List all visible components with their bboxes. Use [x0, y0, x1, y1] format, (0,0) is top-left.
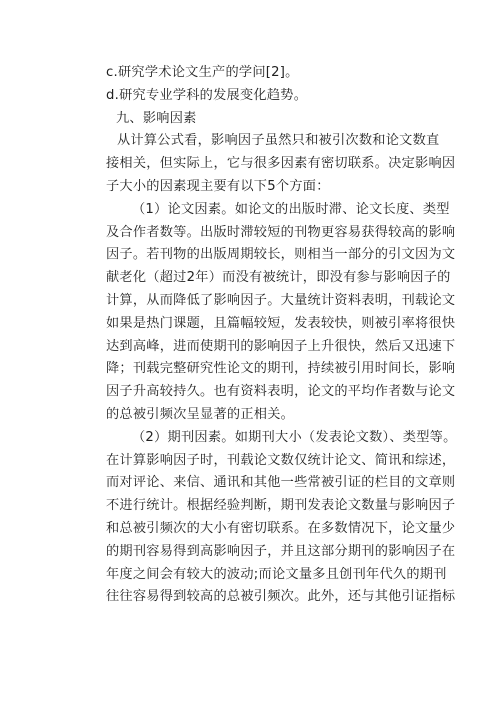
paragraph-line: 因子。若刊物的出版周期较长，则相当一部分的引文因为文 — [106, 247, 456, 263]
paragraph-line: 达到高峰，进而使期刊的影响因子上升很快，然后又迅速下 — [106, 338, 456, 354]
paragraph-line: 而对评论、来信、通讯和其他一些常被引证的栏目的文章则 — [106, 475, 456, 491]
section-heading: 九、影响因素 — [116, 110, 197, 126]
paragraph-line: 如果是热门课题，且篇幅较短，发表较快，则被引率将很快 — [106, 315, 456, 331]
paragraph-line: 接相关，但实际上，它与很多因素有密切联系。决定影响因 — [106, 156, 456, 172]
paragraph-line: 及合作者数等。出版时滞较短的刊物更容易获得较高的影响 — [106, 224, 456, 240]
paragraph-line: 献老化（超过2年）而没有被统计，即没有参与影响因子的 — [106, 270, 451, 286]
paragraph-line: 的总被引频次呈显著的正相关。 — [106, 406, 295, 422]
paragraph-line: 因子升高较持久。也有资料表明，论文的平均作者数与论文 — [106, 384, 456, 400]
paragraph-line: 和总被引频次的大小有密切联系。在多数情况下，论文量少 — [106, 520, 456, 536]
paragraph-line: 降；刊载完整研究性论文的期刊，持续被引用时间长，影响 — [106, 361, 456, 377]
paragraph-line: 子大小的因素现主要有以下5个方面： — [106, 178, 330, 194]
paragraph-line: （1）论文因素。如论文的出版时滞、论文长度、类型 — [132, 201, 450, 217]
list-item-d: d.研究专业学科的发展变化趋势。 — [106, 87, 308, 103]
paragraph-line: 年度之间会有较大的波动;而论文量多且创刊年代久的期刊 — [106, 566, 447, 582]
paragraph-line: （2）期刊因素。如期刊大小（发表论文数）、类型等。 — [132, 429, 457, 445]
paragraph-line: 计算，从而降低了影响因子。大量统计资料表明，刊载论文 — [106, 292, 456, 308]
paragraph-line: 在计算影响因子时，刊载论文数仅统计论文、简讯和综述， — [106, 452, 456, 468]
document-body — [106, 62, 457, 609]
paragraph-line: 往往容易得到较高的总被引频次。此外，还与其他引证指标 — [106, 589, 456, 605]
paragraph-line: 不进行统计。根据经验判断，期刊发表论文数量与影响因子 — [106, 498, 456, 514]
paragraph-line: 的期刊容易得到高影响因子，并且这部分期刊的影响因子在 — [106, 543, 456, 559]
list-item-c: c.研究学术论文生产的学问[2]。 — [106, 65, 299, 80]
paragraph-line: 从计算公式看，影响因子虽然只和被引次数和论文数直 — [117, 133, 440, 149]
